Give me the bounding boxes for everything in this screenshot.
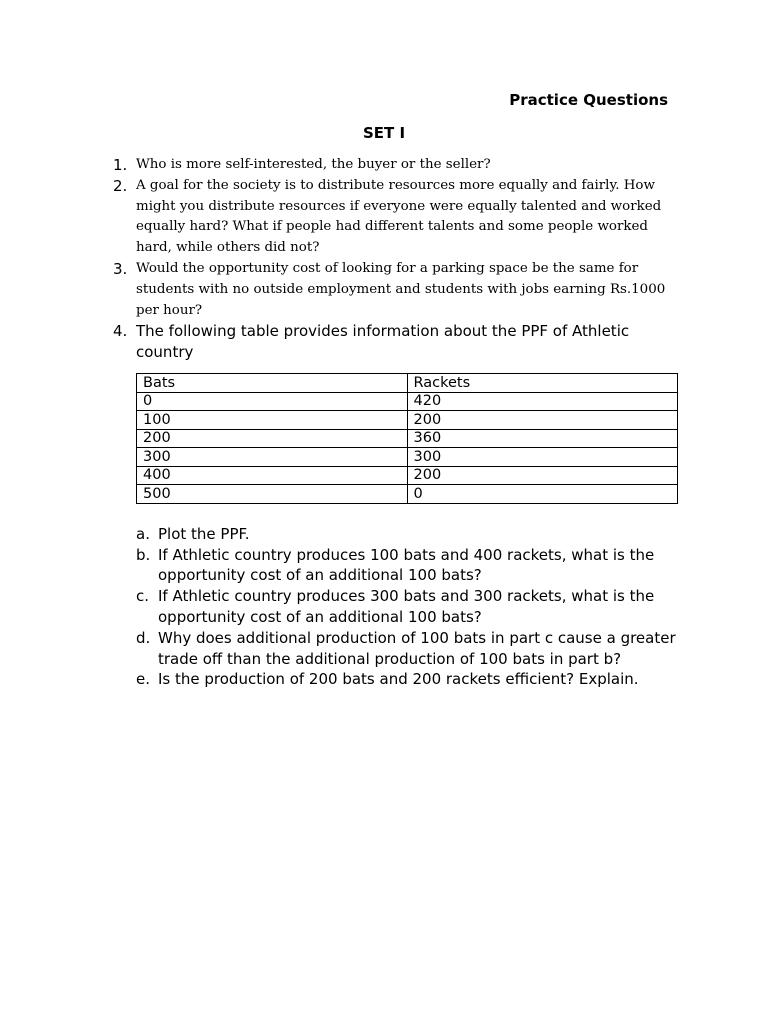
question-number: 4. (113, 322, 128, 341)
column-header-bats: Bats (137, 374, 408, 393)
question-item (108, 321, 678, 690)
sub-question-letter: d. (136, 628, 151, 647)
table-row (137, 466, 678, 485)
table-cell: 200 (407, 466, 678, 485)
sub-question-letter: c. (136, 587, 150, 606)
table-cell: 0 (137, 392, 408, 411)
table-cell: 200 (137, 429, 408, 448)
sub-question-letter: e. (136, 670, 150, 689)
table-cell: 200 (407, 411, 678, 430)
sub-question-item (136, 586, 678, 628)
table-cell: 0 (407, 485, 678, 504)
question-item (108, 155, 678, 176)
set-title: SET I (362, 124, 406, 142)
page-title: Practice Questions (509, 91, 668, 109)
question-text: Who is more self-interested, the buyer or the seller? (136, 157, 491, 172)
sub-question-list (136, 524, 678, 690)
question-text: The following table provides information about the PPF of Athletic country (136, 322, 630, 361)
question-text: A goal for the society is to distribute resources more equally and fairly. How might you distribute resources if everyone were equally talented and worked equally hard? What if people had different talents and some people worked hard, while others did not? (136, 177, 662, 256)
sub-question-text: Is the production of 200 bats and 200 rackets efficient? Explain. (158, 670, 639, 689)
question-list (108, 155, 678, 690)
table-cell: 420 (407, 392, 678, 411)
table-row (137, 392, 678, 411)
sub-question-text: Why does additional production of 100 bats in part c cause a greater trade off than the additional production of 100 bats in part b? (158, 628, 676, 668)
sub-question-item (136, 669, 678, 690)
table-cell: 500 (137, 485, 408, 504)
question-number: 2. (113, 176, 128, 195)
question-number: 1. (113, 156, 128, 174)
table-row (137, 429, 678, 448)
ppf-table (136, 373, 678, 504)
sub-question-letter: b. (136, 545, 151, 564)
question-number: 3. (113, 259, 128, 278)
table-cell: 300 (137, 448, 408, 467)
table-header-row (137, 374, 678, 393)
sub-question-item (136, 524, 678, 545)
column-header-rackets: Rackets (407, 374, 678, 393)
table-cell: 300 (407, 448, 678, 467)
sub-question-text: If Athletic country produces 100 bats and 400 rackets, what is the opportunity cost of an additional 100 bats? (158, 545, 655, 585)
sub-question-text: Plot the PPF. (158, 524, 250, 543)
sub-question-text: If Athletic country produces 300 bats and 300 rackets, what is the opportunity cost of an additional 100 bats? (158, 587, 655, 627)
table-row (137, 448, 678, 467)
question-item (108, 176, 678, 259)
table-row (137, 411, 678, 430)
sub-question-letter: a. (136, 524, 150, 543)
sub-question-item (136, 545, 678, 587)
table-cell: 100 (137, 411, 408, 430)
question-text: Would the opportunity cost of looking for a parking space be the same for students with no outside employment and students with jobs earning Rs.1000 per hour? (136, 260, 666, 318)
question-item (108, 259, 678, 321)
sub-question-item (136, 628, 678, 670)
table-cell: 400 (137, 466, 408, 485)
table-cell: 360 (407, 429, 678, 448)
table-row (137, 485, 678, 504)
question-body (136, 321, 678, 690)
